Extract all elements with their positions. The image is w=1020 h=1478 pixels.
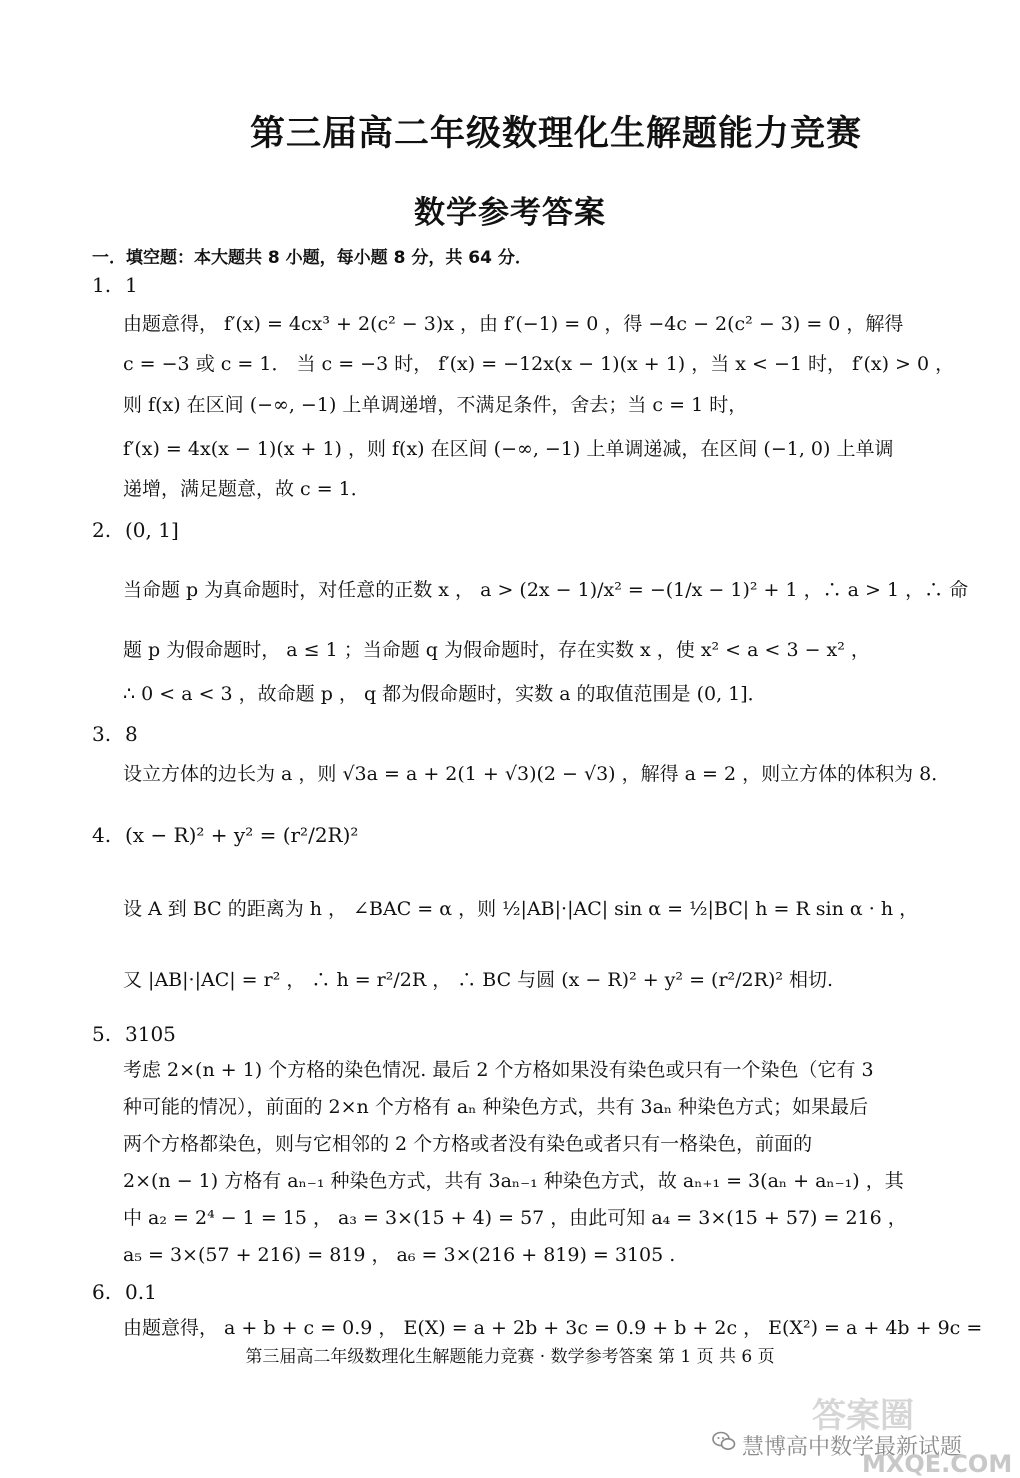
problem-5 (92, 1016, 942, 1274)
page-title: 第三届高二年级数理化生解题能力竞赛 (250, 113, 863, 154)
watermark-logo: 答案圈 (812, 1396, 914, 1436)
solution-line: 2×(n − 1) 方格有 aₙ₋₁ 种染色方式，共有 3aₙ₋₁ 种染色方式，故 aₙ₊₁ = 3(aₙ + aₙ₋₁) ，其 (123, 1170, 904, 1192)
solution-line: 当命题 p 为真命题时，对任意的正数 x ， a > (2x − 1)/x² = −(1/x − 1)² + 1 ，∴ a > 1 ，∴ 命 (123, 579, 969, 601)
solution (92, 552, 969, 716)
watermark (712, 1396, 1013, 1478)
solution (92, 302, 955, 508)
problem-list (92, 268, 983, 1347)
solution-line: 题 p 为假命题时， a ≤ 1 ；当命题 q 为假命题时，存在实数 x ，使 x² < a < 3 − x² ， (123, 639, 870, 661)
solution-line: 两个方格都染色，则与它相邻的 2 个方格或者没有染色或者只有一格染色，前面的 (123, 1133, 813, 1155)
answer: 3105 (125, 1022, 176, 1046)
problem-number: 3. (92, 722, 112, 746)
page-footer: 第三届高二年级数理化生解题能力竞赛 · 数学参考答案 第 1 页 共 6 页 (245, 1347, 775, 1367)
watermark-text: 慧博高中数学最新试题 (742, 1435, 963, 1460)
problem-number: 6. (92, 1280, 112, 1304)
solution-line: ∴ 0 < a < 3 ，故命题 p ， q 都为假命题时，实数 a 的取值范围是 (0, 1]． (123, 683, 767, 705)
problem-3 (92, 716, 951, 796)
solution-line: f′(x) = 4x(x − 1)(x + 1) ，则 f(x) 在区间 (−∞, −1) 上单调递减，在区间 (−1, 0) 上单调 (123, 438, 894, 460)
solution-line: 则 f(x) 在区间 (−∞, −1) 上单调递增，不满足条件，舍去；当 c = 1 时， (123, 394, 748, 416)
solution-line: a₅ = 3×(57 + 216) = 819 ， a₆ = 3×(216 + 819) = 3105 . (123, 1244, 676, 1266)
problem-number: 2. (92, 518, 112, 542)
solution-line: 又 |AB|·|AC| = r² ， ∴ h = r²/2R ， ∴ BC 与圆 (x − R)² + y² = (r²/2R)² 相切. (123, 969, 834, 991)
solution-line: 中 a₂ = 2⁴ − 1 = 15 ， a₃ = 3×(15 + 4) = 57 ，由此可知 a₄ = 3×(15 + 57) = 216 ， (123, 1207, 907, 1229)
page-subtitle: 数学参考答案 (414, 195, 606, 231)
answer-line (92, 1016, 942, 1052)
solution-line: 设立方体的边长为 a ，则 √3a = a + 2(1 + √3)(2 − √3) ，解得 a = 2 ，则立方体的体积为 8． (123, 763, 951, 785)
solution-line: 递增，满足题意，故 c = 1． (123, 478, 370, 500)
answer: 8 (125, 722, 138, 746)
watermark-url: MXQE.COM (862, 1450, 1013, 1478)
solution-line: 由题意得， f′(x) = 4cx³ + 2(c² − 3)x ，由 f′(−1) = 0 ，得 −4c − 2(c² − 3) = 0 ，解得 (123, 313, 904, 335)
problem-number: 1. (92, 273, 112, 297)
solution-line: 设 A 到 BC 的距离为 h ， ∠BAC = α ，则 ½|AB|·|AC| sin α = ½|BC| h = R sin α · h ， (123, 898, 919, 920)
problem-6 (92, 1274, 983, 1347)
section-heading: 一．填空题：本大题共 8 小题，每小题 8 分，共 64 分． (92, 248, 532, 268)
answer-line (92, 508, 942, 552)
solution-line: 考虑 2×(n + 1) 个方格的染色情况. 最后 2 个方格如果没有染色或只有一个染色（它有 3 (123, 1059, 874, 1081)
answer: 1 (125, 273, 138, 297)
solution (92, 752, 951, 796)
problem-2 (92, 508, 969, 716)
problem-4 (92, 796, 942, 1016)
answer-line (92, 796, 942, 874)
solution (92, 874, 942, 1016)
solution-line: 由题意得， a + b + c = 0.9 ， E(X) = a + 2b + 3c = 0.9 + b + 2c ， E(X²) = a + 4b + 9c = (123, 1317, 983, 1339)
solution (92, 1052, 942, 1274)
wechat-icon (712, 1430, 736, 1458)
solution-line: c = −3 或 c = 1． 当 c = −3 时， f′(x) = −12x(x − 1)(x + 1) ，当 x < −1 时， f′(x) > 0 ， (123, 353, 955, 375)
problem-1 (92, 268, 955, 508)
problem-number: 4. (92, 823, 112, 847)
answer: 0.1 (125, 1280, 157, 1304)
answer: (x − R)² + y² = (r²/2R)² (125, 823, 359, 847)
answer-line (92, 1274, 942, 1310)
answer: (0, 1] (125, 518, 179, 542)
problem-number: 5. (92, 1022, 112, 1046)
answer-line (92, 268, 942, 302)
answer-line (92, 716, 942, 752)
solution-line: 种可能的情况），前面的 2×n 个方格有 aₙ 种染色方式，共有 3aₙ 种染色方式；如果最后 (123, 1096, 869, 1118)
